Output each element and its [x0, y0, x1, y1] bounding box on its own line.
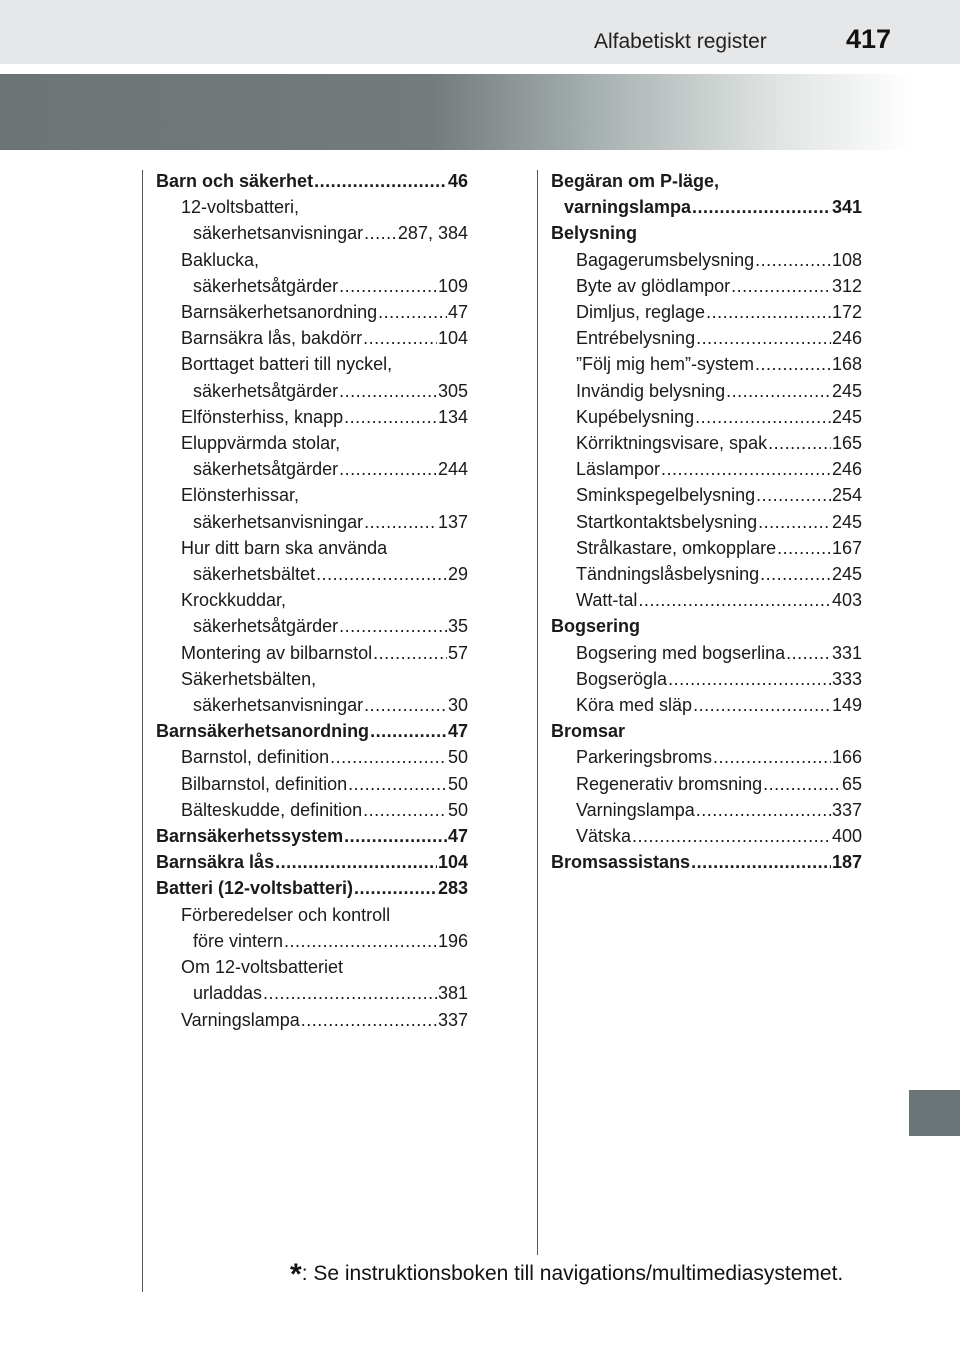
index-column-right: [551, 168, 862, 875]
index-page-ref: 50: [447, 747, 468, 768]
index-page-ref: 312: [831, 275, 862, 296]
dot-leader: [354, 875, 437, 901]
index-term: Baklucka,: [181, 249, 260, 270]
dot-leader: [755, 351, 831, 377]
index-entry: [156, 666, 468, 692]
index-term: Bromsar: [551, 721, 626, 742]
index-page-ref: 381: [437, 983, 468, 1004]
index-page-ref: 46: [447, 171, 468, 191]
dot-leader: [370, 718, 447, 744]
index-term: säkerhetsåtgärder: [193, 616, 339, 637]
index-entry: [551, 273, 862, 299]
index-page-ref: 172: [831, 302, 862, 323]
index-page-ref: 50: [447, 799, 468, 820]
column-divider: [537, 170, 538, 1255]
dot-leader: [661, 456, 831, 482]
index-term: Sminkspegelbelysning: [576, 485, 756, 506]
index-entry: [156, 247, 468, 273]
dot-leader: [696, 325, 831, 351]
index-page-ref: 165: [831, 433, 862, 454]
dot-leader: [378, 299, 447, 325]
index-entry: [156, 797, 468, 823]
index-term: Belysning: [551, 223, 638, 244]
index-entry: [551, 430, 862, 456]
footnote: [290, 1258, 843, 1292]
index-term: Förberedelser och kontroll: [181, 904, 391, 925]
index-entry: [156, 613, 468, 639]
index-term: Watt-tal: [576, 590, 638, 611]
section-thumb-tab: [909, 1090, 960, 1136]
index-entry: [551, 666, 862, 692]
index-page-ref: 30: [447, 695, 468, 716]
index-term: Dimljus, reglage: [576, 302, 706, 323]
dot-leader: [760, 561, 831, 587]
index-page-ref: 287, 384: [397, 223, 468, 244]
index-entry: [551, 561, 862, 587]
index-entry: [551, 692, 862, 718]
index-term: Bogsering: [551, 616, 641, 637]
index-term: Eluppvärmda stolar,: [181, 433, 341, 454]
index-page-ref: 29: [447, 564, 468, 585]
index-page-ref: 104: [437, 852, 468, 873]
index-term: Bromsassistans: [551, 852, 691, 873]
index-term: Borttaget batteri till nyckel,: [181, 354, 393, 375]
page-header: [0, 0, 960, 64]
index-entry: [156, 509, 468, 535]
index-entry: [156, 325, 468, 351]
index-page-ref: 168: [831, 354, 862, 375]
index-page-ref: 245: [831, 380, 862, 401]
index-entry: [551, 247, 862, 273]
index-term: varningslampa: [564, 197, 692, 218]
index-term: ”Följ mig hem”-system: [576, 354, 755, 375]
index-term: Bälteskudde, definition: [181, 799, 363, 820]
index-entry: [156, 351, 468, 377]
index-term: Barnsäkerhetssystem: [156, 826, 344, 847]
dot-leader: [726, 378, 831, 404]
dot-leader: [363, 325, 437, 351]
index-page-ref: 400: [831, 826, 862, 847]
index-term: Varningslampa: [576, 799, 695, 820]
dot-leader: [344, 404, 437, 430]
index-term: Byte av glödlampor: [576, 275, 731, 296]
index-page-ref: 341: [831, 197, 862, 218]
dot-leader: [284, 928, 437, 954]
index-page-ref: 244: [437, 459, 468, 480]
index-page-ref: 245: [831, 406, 862, 427]
index-page-ref: 196: [437, 930, 468, 951]
index-term: Hur ditt barn ska använda: [181, 537, 388, 558]
index-entry: [551, 849, 862, 875]
index-page-ref: 246: [831, 328, 862, 349]
dot-leader: [696, 797, 831, 823]
index-entry: [551, 194, 862, 220]
index-page-ref: 245: [831, 564, 862, 585]
dot-leader: [314, 168, 447, 194]
index-term: Begäran om P-läge,: [551, 171, 720, 191]
index-term: Barnstol, definition: [181, 747, 330, 768]
index-term: Entrébelysning: [576, 328, 696, 349]
index-term: Montering av bilbarnstol: [181, 642, 373, 663]
index-page-ref: 47: [447, 721, 468, 742]
index-entry: [156, 875, 468, 901]
index-entry: [551, 823, 862, 849]
dot-leader: [339, 378, 437, 404]
dot-leader: [756, 482, 831, 508]
index-term: säkerhetsåtgärder: [193, 380, 339, 401]
index-term: Elönsterhissar,: [181, 485, 300, 506]
index-term: Barnsäkerhetsanordning: [156, 721, 370, 742]
dot-leader: [693, 692, 831, 718]
index-entry: [156, 456, 468, 482]
index-page-ref: 187: [831, 852, 862, 873]
index-page-ref: 246: [831, 459, 862, 480]
index-term: Vätska: [576, 826, 632, 847]
index-term: Läslampor: [576, 459, 661, 480]
left-margin-rule: [142, 170, 143, 1292]
index-entry: [156, 744, 468, 770]
index-term: Bilbarnstol, definition: [181, 773, 348, 794]
index-entry: [551, 509, 862, 535]
index-page-ref: 134: [437, 406, 468, 427]
index-entry: [156, 902, 468, 928]
footnote-marker: *: [290, 1258, 302, 1291]
index-entry: [156, 823, 468, 849]
dot-leader: [713, 744, 831, 770]
index-page-ref: 47: [447, 826, 468, 847]
index-page-ref: 337: [437, 1009, 468, 1030]
dot-leader: [706, 299, 831, 325]
index-term: säkerhetsåtgärder: [193, 275, 339, 296]
index-entry: [551, 404, 862, 430]
index-entry: [156, 378, 468, 404]
index-term: Köra med släp: [576, 695, 693, 716]
dot-leader: [339, 273, 437, 299]
index-entry: [156, 928, 468, 954]
index-term: säkerhetsanvisningar: [193, 223, 364, 244]
index-entry: [156, 718, 468, 744]
index-entry: [156, 482, 468, 508]
index-term: Krockkuddar,: [181, 590, 287, 611]
index-entry: [551, 220, 862, 246]
index-entry: [551, 744, 862, 770]
index-page-ref: 331: [831, 642, 862, 663]
index-page-ref: 65: [841, 773, 862, 794]
index-page-ref: 166: [831, 747, 862, 768]
index-term: Bogserögla: [576, 668, 668, 689]
index-term: Barnsäkra lås, bakdörr: [181, 328, 363, 349]
index-entry: [551, 640, 862, 666]
index-page-ref: 47: [447, 302, 468, 323]
footnote-text: : Se instruktionsboken till navigations/multimediasystemet.: [301, 1262, 844, 1285]
index-entry: [156, 273, 468, 299]
index-entry: [551, 613, 862, 639]
index-entry: [156, 561, 468, 587]
index-entry: [551, 299, 862, 325]
dot-leader: [638, 587, 831, 613]
index-entry: [551, 797, 862, 823]
dot-leader: [777, 535, 831, 561]
dot-leader: [691, 849, 831, 875]
index-term: Parkeringsbroms: [576, 747, 713, 768]
dot-leader: [373, 640, 447, 666]
index-term: före vintern: [193, 930, 284, 951]
index-entry: [551, 351, 862, 377]
index-entry: [551, 325, 862, 351]
index-entry: [156, 404, 468, 430]
index-page-ref: 149: [831, 695, 862, 716]
index-entry: [156, 1007, 468, 1033]
index-entry: [156, 430, 468, 456]
index-term: Startkontaktsbelysning: [576, 511, 758, 532]
index-term: Barnsäkerhetsanordning: [181, 302, 378, 323]
index-column-left: [156, 168, 468, 1033]
index-entry: [551, 587, 862, 613]
index-term: urladdas: [193, 983, 263, 1004]
index-entry: [156, 954, 468, 980]
dot-leader: [364, 220, 397, 246]
dot-leader: [275, 849, 437, 875]
dot-leader: [632, 823, 831, 849]
index-page-ref: 57: [447, 642, 468, 663]
index-page-ref: 245: [831, 511, 862, 532]
dot-leader: [339, 613, 447, 639]
index-entry: [551, 718, 862, 744]
index-term: säkerhetsbältet: [193, 564, 316, 585]
index-page-ref: 305: [437, 380, 468, 401]
index-entry: [156, 535, 468, 561]
index-page-ref: 104: [437, 328, 468, 349]
index-page-ref: 35: [447, 616, 468, 637]
index-entry: [551, 771, 862, 797]
index-entry: [156, 220, 468, 246]
index-entry: [551, 456, 862, 482]
index-page-ref: 337: [831, 799, 862, 820]
index-entry: [156, 980, 468, 1006]
header-banner: [0, 74, 960, 150]
dot-leader: [263, 980, 437, 1006]
dot-leader: [364, 509, 437, 535]
index-term: säkerhetsanvisningar: [193, 695, 364, 716]
dot-leader: [668, 666, 831, 692]
index-page-ref: 108: [831, 249, 862, 270]
dot-leader: [330, 744, 447, 770]
index-term: Batteri (12-voltsbatteri): [156, 878, 354, 899]
index-entry: [551, 482, 862, 508]
dot-leader: [344, 823, 447, 849]
dot-leader: [339, 456, 437, 482]
index-entry: [156, 692, 468, 718]
index-entry: [551, 168, 862, 194]
index-entry: [156, 168, 468, 194]
index-term: Om 12-voltsbatteriet: [181, 957, 344, 978]
index-term: Kupébelysning: [576, 406, 695, 427]
dot-leader: [348, 771, 447, 797]
dot-leader: [316, 561, 447, 587]
index-term: säkerhetsåtgärder: [193, 459, 339, 480]
index-term: Körriktningsvisare, spak: [576, 433, 768, 454]
index-page-ref: 167: [831, 537, 862, 558]
dot-leader: [763, 771, 841, 797]
index-term: säkerhetsanvisningar: [193, 511, 364, 532]
index-entry: [156, 771, 468, 797]
index-term: Varningslampa: [181, 1009, 300, 1030]
index-term: Bogsering med bogserlina: [576, 642, 786, 663]
index-entry: [156, 587, 468, 613]
dot-leader: [768, 430, 831, 456]
index-entry: [156, 849, 468, 875]
index-entry: [551, 535, 862, 561]
index-term: Säkerhetsbälten,: [181, 668, 317, 689]
index-entry: [156, 194, 468, 220]
index-entry: [156, 640, 468, 666]
dot-leader: [731, 273, 831, 299]
dot-leader: [692, 194, 831, 220]
index-term: Invändig belysning: [576, 380, 726, 401]
index-term: Strålkastare, omkopplare: [576, 537, 777, 558]
index-page-ref: 50: [447, 773, 468, 794]
index-entry: [156, 299, 468, 325]
index-term: 12-voltsbatteri,: [181, 197, 300, 218]
dot-leader: [364, 692, 447, 718]
index-page-ref: 109: [437, 275, 468, 296]
index-page-ref: 254: [831, 485, 862, 506]
index-page-ref: 283: [437, 878, 468, 899]
dot-leader: [758, 509, 831, 535]
dot-leader: [363, 797, 447, 823]
dot-leader: [695, 404, 831, 430]
index-term: Barnsäkra lås: [156, 852, 275, 873]
index-term: Regenerativ bromsning: [576, 773, 763, 794]
index-term: Elfönsterhiss, knapp: [181, 406, 344, 427]
index-term: Barn och säkerhet: [156, 171, 314, 191]
section-title: Alfabetiskt register: [594, 30, 767, 53]
index-page-ref: 403: [831, 590, 862, 611]
dot-leader: [301, 1007, 437, 1033]
index-term: Tändningslåsbelysning: [576, 564, 760, 585]
dot-leader: [786, 640, 831, 666]
index-page-ref: 333: [831, 668, 862, 689]
dot-leader: [755, 247, 831, 273]
index-entry: [551, 378, 862, 404]
index-term: Bagagerumsbelysning: [576, 249, 755, 270]
index-page-ref: 137: [437, 511, 468, 532]
page-number: 417: [846, 24, 892, 54]
